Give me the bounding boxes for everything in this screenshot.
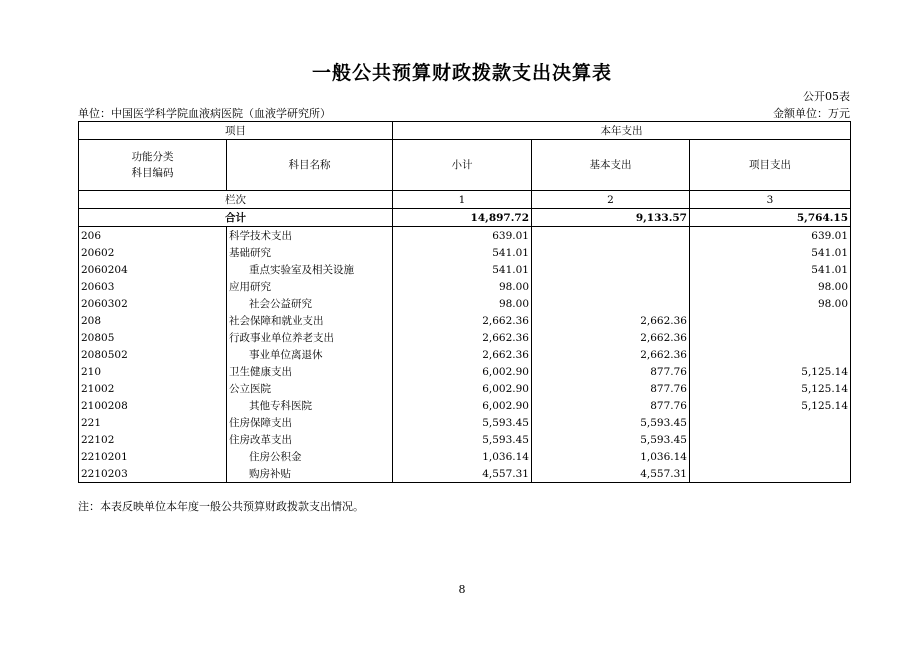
header-col1: 1 [393, 191, 532, 209]
header-subject-name: 科目名称 [227, 140, 393, 191]
row-subtotal: 1,036.14 [393, 448, 532, 465]
row-code: 208 [79, 312, 227, 329]
row-subtotal: 98.00 [393, 295, 532, 312]
row-project: 541.01 [690, 261, 851, 278]
expenditure-table [78, 121, 851, 483]
table-row [79, 312, 851, 329]
header-project: 项目 [79, 122, 393, 140]
row-basic [532, 261, 690, 278]
header-project-exp: 项目支出 [690, 140, 851, 191]
row-basic: 877.76 [532, 363, 690, 380]
form-number: 公开05表 [803, 90, 850, 103]
row-code: 2080502 [79, 346, 227, 363]
row-subject-name: 应用研究 [227, 278, 393, 295]
row-subject-name: 其他专科医院 [227, 397, 393, 414]
table-row [79, 414, 851, 431]
row-basic: 877.76 [532, 397, 690, 414]
row-basic: 2,662.36 [532, 329, 690, 346]
reporting-unit: 单位：中国医学科学院血液病医院（血液学研究所） [78, 107, 331, 120]
row-code: 20603 [79, 278, 227, 295]
header-col2: 2 [532, 191, 690, 209]
row-code: 2060302 [79, 295, 227, 312]
row-project [690, 431, 851, 448]
row-subtotal: 6,002.90 [393, 380, 532, 397]
row-code: 21002 [79, 380, 227, 397]
table-row [79, 380, 851, 397]
row-basic: 5,593.45 [532, 431, 690, 448]
table-row [79, 397, 851, 414]
header-func-class-line1: 功能分类 [131, 151, 174, 163]
row-subtotal: 4,557.31 [393, 465, 532, 483]
money-unit: 金额单位：万元 [773, 107, 850, 120]
row-basic [532, 278, 690, 295]
row-basic: 4,557.31 [532, 465, 690, 483]
row-subtotal: 2,662.36 [393, 346, 532, 363]
row-code: 2100208 [79, 397, 227, 414]
row-code: 20805 [79, 329, 227, 346]
row-subject-name: 重点实验室及相关设施 [227, 261, 393, 278]
total-basic: 9,133.57 [532, 209, 690, 227]
table-note: 注：本表反映单位本年度一般公共预算财政拨款支出情况。 [78, 500, 364, 513]
table-row [79, 431, 851, 448]
row-project: 639.01 [690, 227, 851, 245]
row-code: 2060204 [79, 261, 227, 278]
table-row [79, 448, 851, 465]
row-subtotal: 6,002.90 [393, 363, 532, 380]
row-subject-name: 社会保障和就业支出 [227, 312, 393, 329]
row-project: 541.01 [690, 244, 851, 261]
header-col3: 3 [690, 191, 851, 209]
page-number: 8 [458, 583, 466, 596]
row-subtotal: 6,002.90 [393, 397, 532, 414]
total-subtotal: 14,897.72 [393, 209, 532, 227]
page-title: 一般公共预算财政拨款支出决算表 [311, 62, 612, 84]
table-row [79, 346, 851, 363]
row-project: 5,125.14 [690, 397, 851, 414]
row-project: 5,125.14 [690, 363, 851, 380]
row-code: 2210201 [79, 448, 227, 465]
row-subject-name: 科学技术支出 [227, 227, 393, 245]
total-label: 合计 [79, 209, 393, 227]
row-subtotal: 5,593.45 [393, 414, 532, 431]
table-row [79, 227, 851, 245]
header-current-year: 本年支出 [393, 122, 851, 140]
row-subtotal: 541.01 [393, 261, 532, 278]
row-project: 5,125.14 [690, 380, 851, 397]
row-subject-name: 基础研究 [227, 244, 393, 261]
table-row [79, 244, 851, 261]
table-row [79, 465, 851, 483]
header-func-class [79, 140, 227, 191]
row-basic: 1,036.14 [532, 448, 690, 465]
row-basic [532, 244, 690, 261]
row-project: 98.00 [690, 295, 851, 312]
row-code: 210 [79, 363, 227, 380]
row-subject-name: 行政事业单位养老支出 [227, 329, 393, 346]
row-subtotal: 98.00 [393, 278, 532, 295]
row-code: 20602 [79, 244, 227, 261]
row-code: 22102 [79, 431, 227, 448]
row-project [690, 346, 851, 363]
row-subtotal: 5,593.45 [393, 431, 532, 448]
row-subtotal: 639.01 [393, 227, 532, 245]
header-column-label: 栏次 [79, 191, 393, 209]
row-project [690, 329, 851, 346]
row-subtotal: 2,662.36 [393, 312, 532, 329]
row-subtotal: 2,662.36 [393, 329, 532, 346]
row-project [690, 312, 851, 329]
table-row [79, 261, 851, 278]
row-project [690, 465, 851, 483]
header-func-class-line2: 科目编码 [131, 167, 174, 179]
table-row [79, 278, 851, 295]
total-project: 5,764.15 [690, 209, 851, 227]
row-project: 98.00 [690, 278, 851, 295]
row-code: 2210203 [79, 465, 227, 483]
row-subject-name: 公立医院 [227, 380, 393, 397]
header-basic: 基本支出 [532, 140, 690, 191]
row-subject-name: 住房改革支出 [227, 431, 393, 448]
row-code: 206 [79, 227, 227, 245]
row-code: 221 [79, 414, 227, 431]
row-subject-name: 社会公益研究 [227, 295, 393, 312]
row-subject-name: 住房保障支出 [227, 414, 393, 431]
row-basic: 877.76 [532, 380, 690, 397]
row-subject-name: 住房公积金 [227, 448, 393, 465]
row-project [690, 448, 851, 465]
table-row [79, 363, 851, 380]
row-basic: 2,662.36 [532, 312, 690, 329]
table-row [79, 329, 851, 346]
row-basic [532, 295, 690, 312]
header-subtotal: 小计 [393, 140, 532, 191]
row-basic: 2,662.36 [532, 346, 690, 363]
row-subject-name: 卫生健康支出 [227, 363, 393, 380]
row-project [690, 414, 851, 431]
row-subtotal: 541.01 [393, 244, 532, 261]
row-subject-name: 事业单位离退休 [227, 346, 393, 363]
table-row [79, 295, 851, 312]
row-subject-name: 购房补贴 [227, 465, 393, 483]
row-basic [532, 227, 690, 245]
row-basic: 5,593.45 [532, 414, 690, 431]
